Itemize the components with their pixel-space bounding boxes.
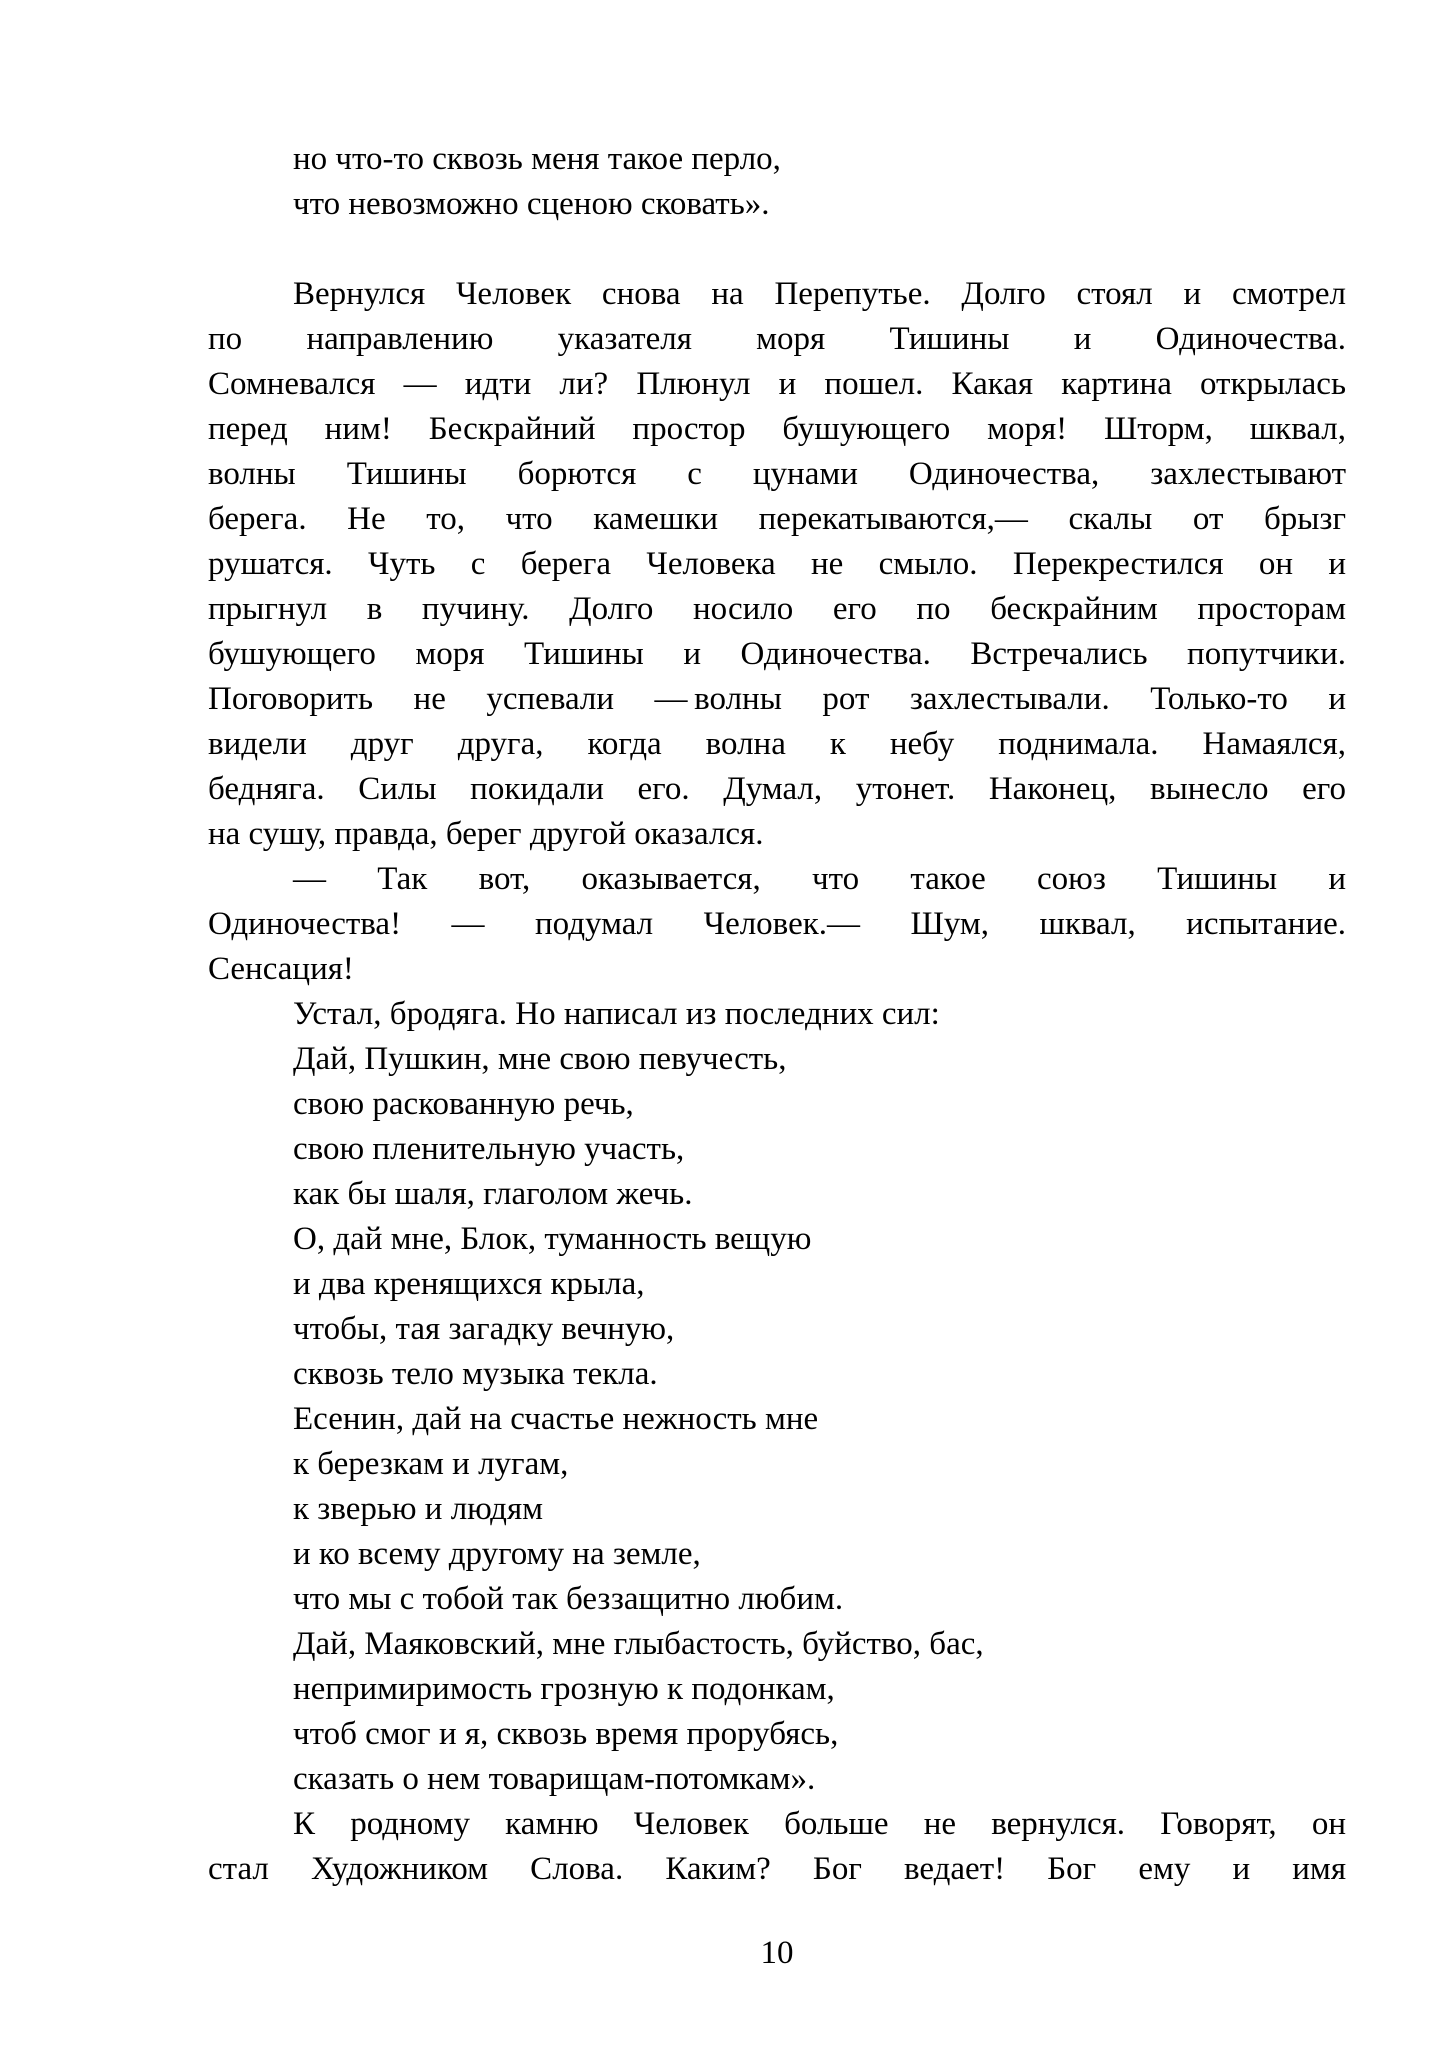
text-line: по направлению указателя моря Тишины и Одиночества. xyxy=(208,321,1346,357)
text-line: Устал, бродяга. Но написал из последних сил: xyxy=(293,996,940,1032)
text-line: сквозь тело музыка текла. xyxy=(293,1356,658,1392)
text-line: Есенин, дай на счастье нежность мне xyxy=(293,1401,819,1437)
text-line: чтобы, тая загадку вечную, xyxy=(293,1311,675,1347)
text-line: прыгнул в пучину. Долго носило его по бескрайним просторам xyxy=(208,591,1346,627)
text-line: перед ним! Бескрайний простор бушующего моря! Шторм, шквал, xyxy=(208,411,1346,447)
text-line: О, дай мне, Блок, туманность вещую xyxy=(293,1221,812,1257)
text-line: и ко всему другому на земле, xyxy=(293,1536,701,1572)
text-line: Одиночества! — подумал Человек.— Шум, шквал, испытание. xyxy=(208,906,1346,942)
text-line: Сенсация! xyxy=(208,951,354,987)
text-line: стал Художником Слова. Каким? Бог ведает! Бог ему и имя xyxy=(208,1851,1346,1887)
blank-line xyxy=(208,227,1346,272)
text-line: к зверью и людям xyxy=(293,1491,544,1527)
text-line: на сушу, правда, берег другой оказался. xyxy=(208,816,764,852)
text-line: видели друг друга, когда волна к небу поднимала. Намаялся, xyxy=(208,726,1346,762)
text-line: берега. Не то, что камешки перекатываются,— скалы от брызг xyxy=(208,501,1346,537)
text-line: волны Тишины борются с цунами Одиночества, захлестывают xyxy=(208,456,1346,492)
text-line: К родному камню Человек больше не вернулся. Говорят, он xyxy=(293,1806,1346,1842)
text-line: сказать о нем товарищам-потомкам». xyxy=(293,1761,816,1797)
text-line: Сомневался — идти ли? Плюнул и пошел. Какая картина открылась xyxy=(208,366,1346,402)
text-line: — Так вот, оказывается, что такое союз Тишины и xyxy=(293,861,1346,897)
text-line: и два кренящихся крыла, xyxy=(293,1266,645,1302)
text-line: рушатся. Чуть с берега Человека не смыло. Перекрестился он и xyxy=(208,546,1346,582)
text-line: Поговорить не успевали — волны рот захлестывали. Только-то и xyxy=(208,681,1346,717)
text-line: Вернулся Человек снова на Перепутье. Долго стоял и смотрел xyxy=(293,276,1346,312)
text-line: как бы шаля, глаголом жечь. xyxy=(293,1176,693,1212)
page-number: 10 xyxy=(760,1935,794,1971)
text-line: бедняга. Силы покидали его. Думал, утонет. Наконец, вынесло его xyxy=(208,771,1346,807)
text-line: что мы с тобой так беззащитно любим. xyxy=(293,1581,844,1617)
text-line: свою пленительную участь, xyxy=(293,1131,685,1167)
text-line: но что-то сквозь меня такое перло, xyxy=(293,141,781,177)
text-line: что невозможно сценою сковать». xyxy=(293,186,770,222)
text-line: чтоб смог и я, сквозь время прорубясь, xyxy=(293,1716,839,1752)
text-line: непримиримость грозную к подонкам, xyxy=(293,1671,835,1707)
text-line: бушующего моря Тишины и Одиночества. Встречались попутчики. xyxy=(208,636,1346,672)
text-line: Дай, Маяковский, мне глыбастость, буйство, бас, xyxy=(293,1626,984,1662)
text-line: Дай, Пушкин, мне свою певучесть, xyxy=(293,1041,787,1077)
page-text xyxy=(208,137,1346,1892)
text-line: к березкам и лугам, xyxy=(293,1446,569,1482)
text-line: свою раскованную речь, xyxy=(293,1086,634,1122)
